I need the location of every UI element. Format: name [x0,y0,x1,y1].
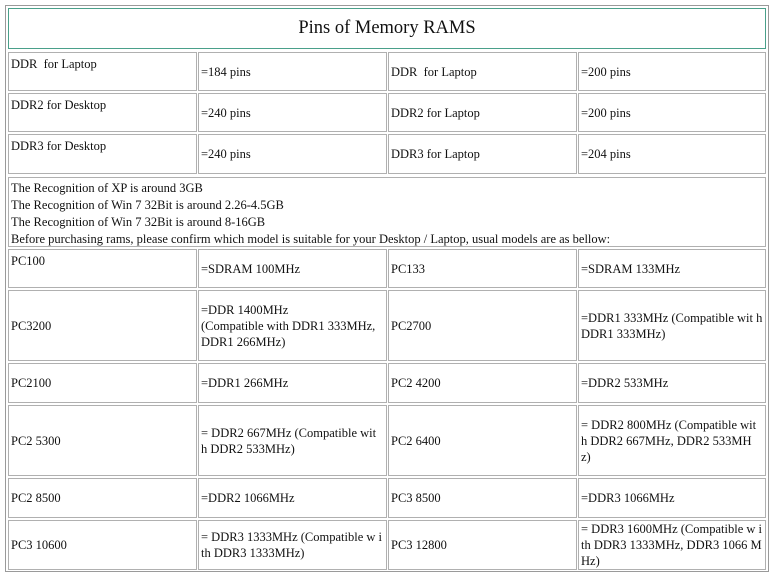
pin-count-cell: =204 pins [578,134,766,174]
ram-table [5,5,769,572]
model-spec-cell: =DDR2 533MHz [578,363,766,403]
pin-type-cell: DDR3 for Desktop [8,134,197,174]
pin-type-cell: DDR for Laptop [8,52,197,91]
note-line: The Recognition of Win 7 32Bit is around 8-16GB [11,215,266,229]
pin-type-cell: DDR2 for Desktop [8,93,197,132]
note-line: Before purchasing rams, please confirm which model is suitable for your Desktop / Laptop, usual models are as bellow: [11,232,611,246]
pin-count-cell: =200 pins [578,93,766,132]
model-name-cell: PC2100 [8,363,197,403]
model-spec-cell: =DDR1 266MHz [198,363,387,403]
model-spec-cell: =DDR3 1066MHz [578,478,766,518]
pin-type-cell: DDR3 for Laptop [388,134,577,174]
model-spec-cell: =DDR2 1066MHz [198,478,387,518]
pin-type-cell: DDR for Laptop [388,52,577,91]
note-line: The Recognition of XP is around 3GB [11,181,203,195]
model-name-cell: PC3200 [8,290,197,361]
model-spec-cell: =SDRAM 100MHz [198,249,387,288]
model-name-cell: PC100 [8,249,197,288]
model-spec-cell: = DDR3 1600MHz (Compatible w ith DDR3 1333MHz, DDR3 1066 MHz) [578,520,766,570]
model-spec-cell: =SDRAM 133MHz [578,249,766,288]
pin-count-cell: =184 pins [198,52,387,91]
pin-count-cell: =200 pins [578,52,766,91]
model-spec-cell: = DDR2 800MHz (Compatible wit h DDR2 667MHz, DDR2 533MH z) [578,405,766,476]
table-title: Pins of Memory RAMS [8,8,766,49]
model-spec-cell: = DDR2 667MHz (Compatible wit h DDR2 533MHz) [198,405,387,476]
model-spec-cell: = DDR3 1333MHz (Compatible w ith DDR3 1333MHz) [198,520,387,570]
recognition-notes [8,177,766,247]
model-spec-cell: =DDR1 333MHz (Compatible wit h DDR1 333MHz) [578,290,766,361]
pin-count-cell: =240 pins [198,93,387,132]
note-line: The Recognition of Win 7 32Bit is around 2.26-4.5GB [11,198,284,212]
model-name-cell: PC2700 [388,290,577,361]
model-name-cell: PC3 12800 [388,520,577,570]
pin-count-cell: =240 pins [198,134,387,174]
model-name-cell: PC133 [388,249,577,288]
model-name-cell: PC2 5300 [8,405,197,476]
model-name-cell: PC3 8500 [388,478,577,518]
model-name-cell: PC3 10600 [8,520,197,570]
model-name-cell: PC2 8500 [8,478,197,518]
pin-type-cell: DDR2 for Laptop [388,93,577,132]
model-name-cell: PC2 4200 [388,363,577,403]
model-spec-cell: =DDR 1400MHz (Compatible with DDR1 333MHz, DDR1 266MHz) [198,290,387,361]
model-name-cell: PC2 6400 [388,405,577,476]
